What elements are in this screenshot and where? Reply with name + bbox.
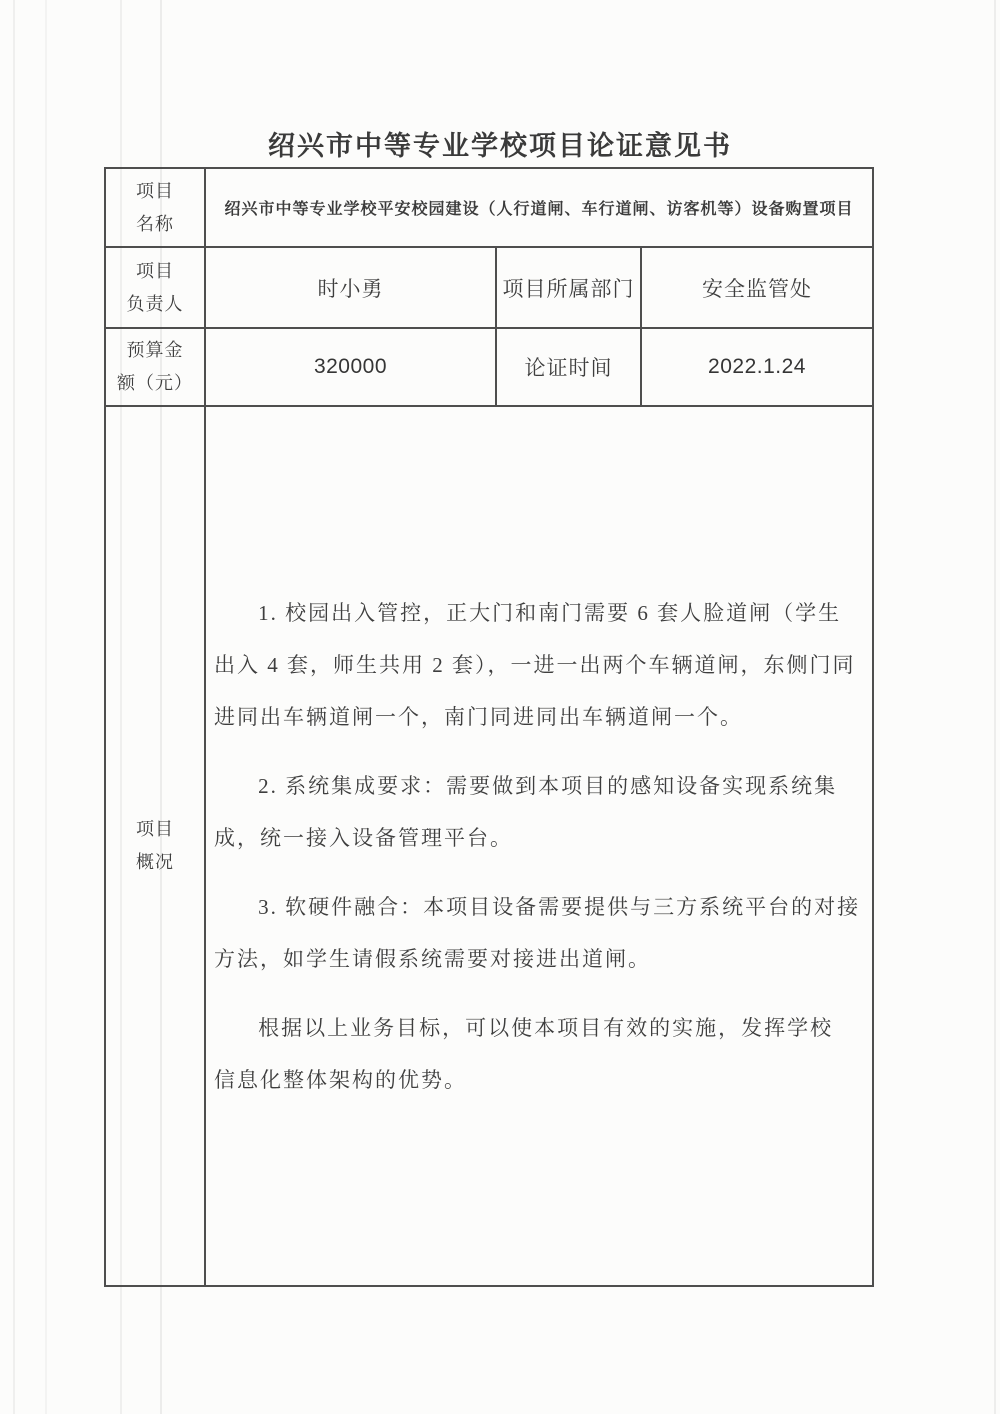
review-time-label: 论证时间 xyxy=(496,328,641,406)
scan-artifact-line xyxy=(45,0,47,1414)
project-name-label xyxy=(105,168,205,247)
project-manager-value: 时小勇 xyxy=(205,247,496,328)
project-overview-label xyxy=(105,406,205,1286)
text-line: 根据以上业务目标，可以使本项目有效的实施，发挥学校 xyxy=(258,1015,834,1040)
document-title: 绍兴市中等专业学校项目论证意见书 xyxy=(268,131,732,161)
label-line: 项目 xyxy=(136,260,174,281)
text-line: 出入 4 套，师生共用 2 套），一进一出两个车辆道闸，东侧门同 xyxy=(214,652,856,677)
project-overview-row xyxy=(105,406,873,1286)
overview-paragraph-4 xyxy=(214,1002,866,1106)
text-line: 1. 校园出入管控，正大门和南门需要 6 套人脸道闸（学生 xyxy=(258,600,842,625)
budget-row xyxy=(105,328,873,406)
department-value: 安全监管处 xyxy=(641,247,873,328)
overview-paragraph-1 xyxy=(214,587,866,743)
project-manager-label xyxy=(105,247,205,328)
project-overview-content xyxy=(205,406,873,1286)
overview-paragraph-2 xyxy=(214,760,866,864)
text-line: 方法，如学生请假系统需要对接进出道闸。 xyxy=(214,946,651,971)
text-line: 3. 软硬件融合：本项目设备需要提供与三方系统平台的对接 xyxy=(258,894,861,919)
budget-value: 320000 xyxy=(205,328,496,406)
label-line: 负责人 xyxy=(126,293,184,314)
overview-paragraph-3 xyxy=(214,881,866,985)
label-line: 项目 xyxy=(136,819,174,839)
text-line: 进同出车辆道闸一个，南门同进同出车辆道闸一个。 xyxy=(214,704,743,729)
text-line: 2. 系统集成要求：需要做到本项目的感知设备实现系统集 xyxy=(258,773,838,798)
review-form-table xyxy=(104,167,874,1287)
scan-artifact-line xyxy=(13,0,15,1414)
budget-label xyxy=(105,328,205,406)
label-line: 项目 xyxy=(136,180,174,201)
text-line: 成，统一接入设备管理平台。 xyxy=(214,825,513,850)
scan-artifact-line xyxy=(994,0,996,1414)
project-name-value: 绍兴市中等专业学校平安校园建设（人行道闸、车行道闸、访客机等）设备购置项目 xyxy=(205,168,873,247)
project-name-row xyxy=(105,168,873,247)
label-line: 预算金 xyxy=(126,340,184,360)
label-line: 额（元） xyxy=(117,373,193,393)
department-label: 项目所属部门 xyxy=(496,247,641,328)
text-line: 信息化整体架构的优势。 xyxy=(214,1067,467,1092)
label-line: 名称 xyxy=(136,213,174,234)
review-time-value: 2022.1.24 xyxy=(641,328,873,406)
project-manager-row xyxy=(105,247,873,328)
label-line: 概况 xyxy=(136,852,174,872)
